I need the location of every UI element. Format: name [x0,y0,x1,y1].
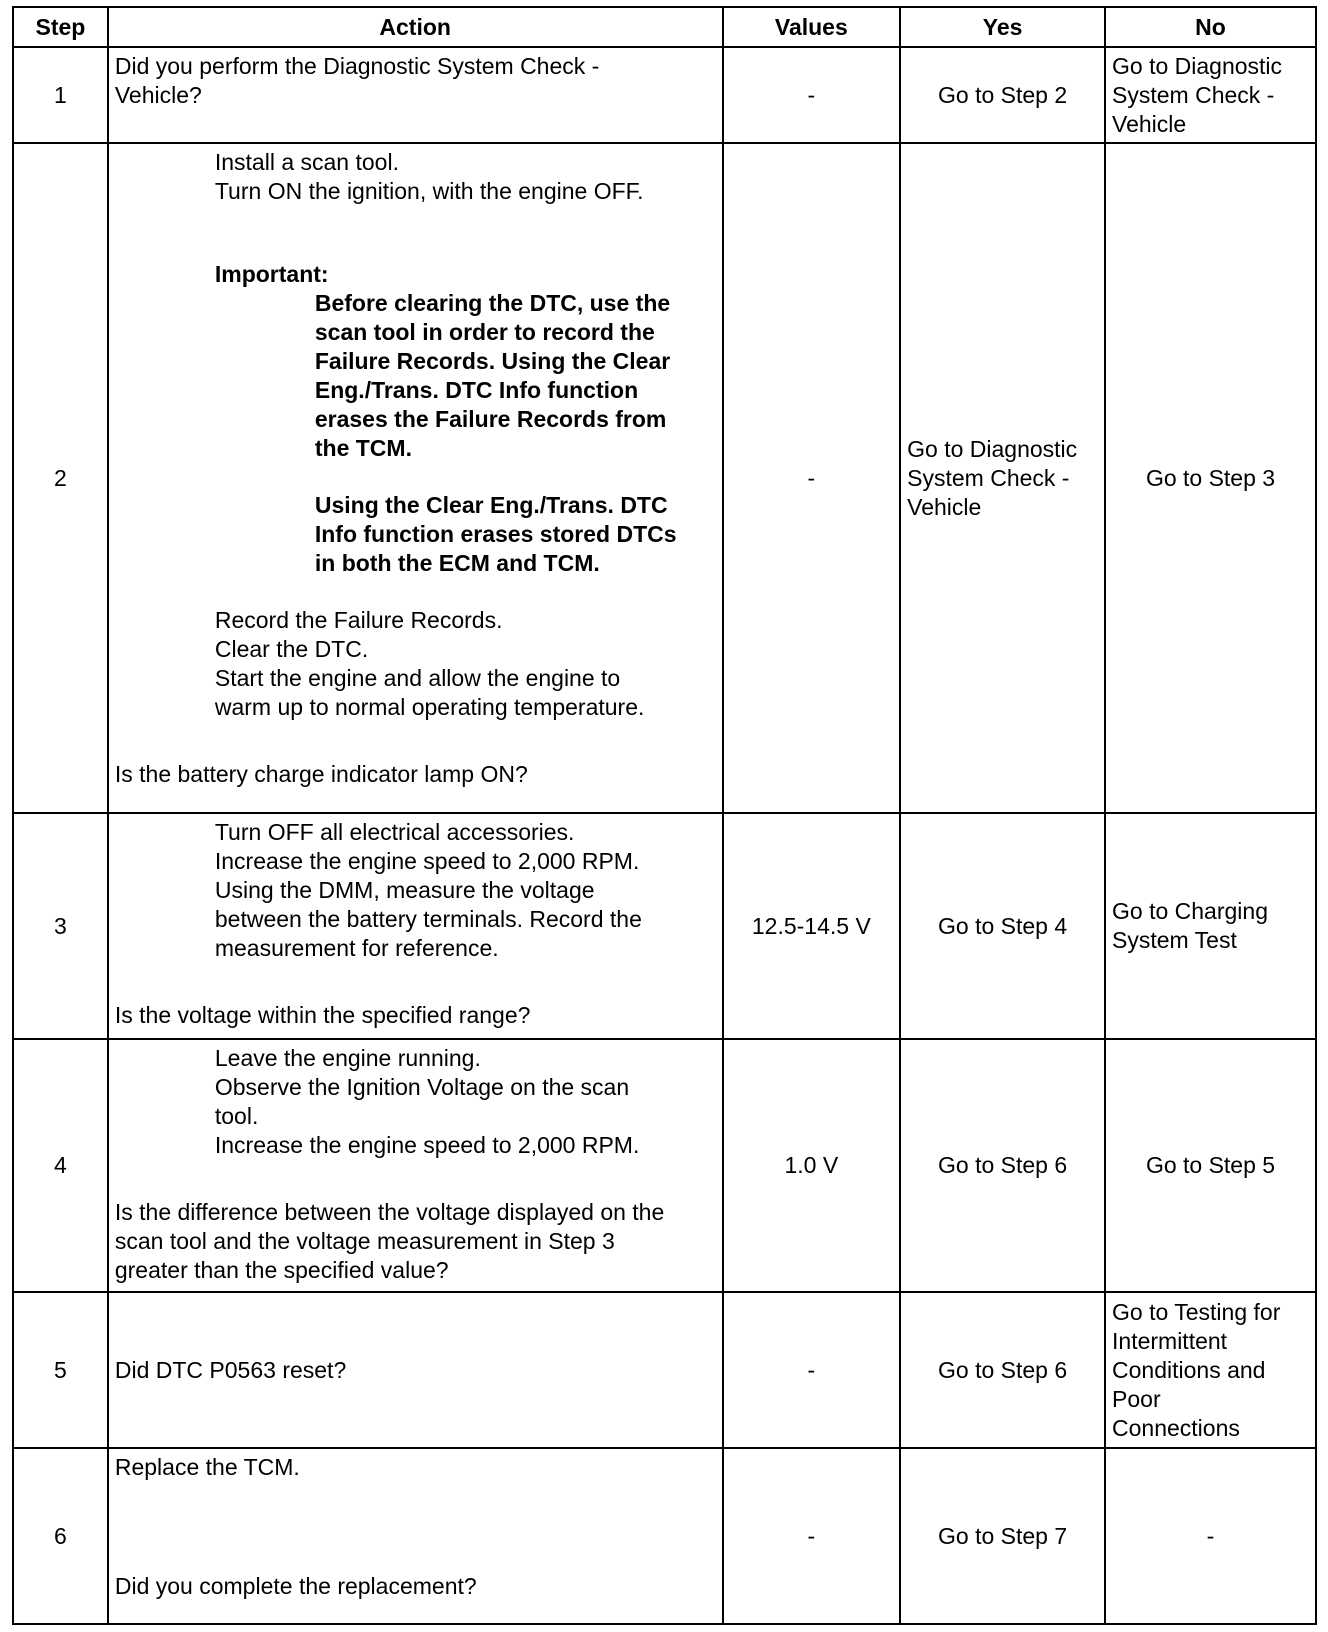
action-instruction: Start the engine and allow the engine to [214,665,621,691]
action-instruction: Leave the engine running. [214,1045,481,1071]
no-cell [1105,813,1316,1039]
action-cell [108,1039,723,1292]
important-note: Before clearing the DTC, use the [314,290,671,316]
table-row-step-6 [13,1448,1316,1624]
important-label: Important: [214,261,329,287]
action-cell [108,1448,723,1624]
action-instruction: measurement for reference. [214,935,499,961]
action-cell [108,813,723,1039]
no-link: Go to Step 5 [1145,1152,1276,1178]
action-instruction: Replace the TCM. [114,1454,300,1480]
values-cell: - [723,1448,901,1624]
action-question: greater than the specified value? [114,1257,449,1283]
yes-link: Go to Step 7 [938,1522,1068,1549]
action-question: Is the difference between the voltage displayed on the [114,1199,665,1225]
action-question: Vehicle? [114,82,202,108]
yes-link: Go to Step 2 [938,81,1068,108]
values-cell: - [723,1292,901,1448]
action-instruction: Turn ON the ignition, with the engine OFF. [214,178,644,204]
no-cell [1105,1448,1316,1624]
header-row [13,7,1316,47]
action-cell [108,47,723,143]
table-row-step-3 [13,813,1316,1039]
yes-link: System Check - [907,464,1070,491]
no-link: Go to Step 3 [1145,464,1276,491]
yes-link: Go to Step 4 [938,912,1068,939]
yes-link: Go to Step 6 [938,1152,1068,1178]
header-step: Step [13,7,108,47]
action-question: Did DTC P0563 reset? [114,1356,347,1383]
action-instruction: Install a scan tool. [214,149,399,175]
yes-cell [900,1448,1105,1624]
no-cell [1105,47,1316,143]
diagnostic-table [12,6,1317,1625]
no-link: Vehicle [1112,110,1187,137]
important-note: the TCM. [314,435,412,461]
action-instruction: Turn OFF all electrical accessories. [214,819,575,845]
important-note: Info function erases stored DTCs [314,521,677,547]
step-number: 1 [13,47,108,143]
no-link: Poor [1112,1385,1161,1412]
yes-cell [900,813,1105,1039]
yes-cell [900,1039,1105,1292]
values-cell: - [723,143,901,813]
no-link: Go to Testing for [1112,1298,1281,1325]
values-cell: - [723,47,901,143]
action-question: Is the battery charge indicator lamp ON? [114,761,528,787]
important-note: scan tool in order to record the [314,319,655,345]
action-instruction: Increase the engine speed to 2,000 RPM. [214,1132,640,1158]
action-instruction: Record the Failure Records. [214,607,503,633]
yes-link: Go to Diagnostic [907,435,1078,462]
action-instruction: Increase the engine speed to 2,000 RPM. [214,848,640,874]
step-number: 3 [13,813,108,1039]
no-cell [1105,1292,1316,1448]
header-action: Action [108,7,723,47]
important-note: Using the Clear Eng./Trans. DTC [314,492,668,518]
values-cell: 12.5-14.5 V [723,813,901,1039]
action-instruction: Using the DMM, measure the voltage [214,877,595,903]
table-row-step-1 [13,47,1316,143]
yes-cell [900,47,1105,143]
table-row-step-2 [13,143,1316,813]
no-link: System Test [1112,927,1237,953]
action-instruction: warm up to normal operating temperature. [214,694,645,720]
no-cell [1105,143,1316,813]
yes-cell [900,1292,1105,1448]
step-number: 5 [13,1292,108,1448]
no-link: - [1206,1522,1215,1549]
yes-link: Go to Step 6 [938,1356,1068,1383]
no-link: Intermittent [1112,1327,1228,1354]
important-note: in both the ECM and TCM. [314,550,600,576]
action-question: Is the voltage within the specified range? [114,1002,531,1028]
table-row-step-4 [13,1039,1316,1292]
no-link: Go to Diagnostic [1112,52,1283,79]
yes-cell [900,143,1105,813]
action-instruction: between the battery terminals. Record the [214,906,642,932]
step-number: 2 [13,143,108,813]
no-link: Go to Charging [1112,898,1268,924]
action-question: Did you complete the replacement? [114,1573,477,1599]
action-question: scan tool and the voltage measurement in Step 3 [114,1228,615,1254]
table-row-step-5 [13,1292,1316,1448]
header-values: Values [723,7,901,47]
header-yes: Yes [900,7,1105,47]
important-note: erases the Failure Records from [314,406,667,432]
action-cell [108,143,723,813]
important-note: Eng./Trans. DTC Info function [314,377,639,403]
action-instruction: tool. [214,1103,259,1129]
step-number: 4 [13,1039,108,1292]
action-question: Did you perform the Diagnostic System Check - [114,53,600,79]
values-cell: 1.0 V [723,1039,901,1292]
no-link: Connections [1112,1414,1240,1441]
step-number: 6 [13,1448,108,1624]
no-link: System Check - [1112,81,1275,108]
action-cell [108,1292,723,1448]
important-note: Failure Records. Using the Clear [314,348,671,374]
action-instruction: Clear the DTC. [214,636,369,662]
no-cell [1105,1039,1316,1292]
action-instruction: Observe the Ignition Voltage on the scan [214,1074,630,1100]
yes-link: Vehicle [907,493,982,520]
header-no: No [1105,7,1316,47]
no-link: Conditions and [1112,1356,1266,1383]
